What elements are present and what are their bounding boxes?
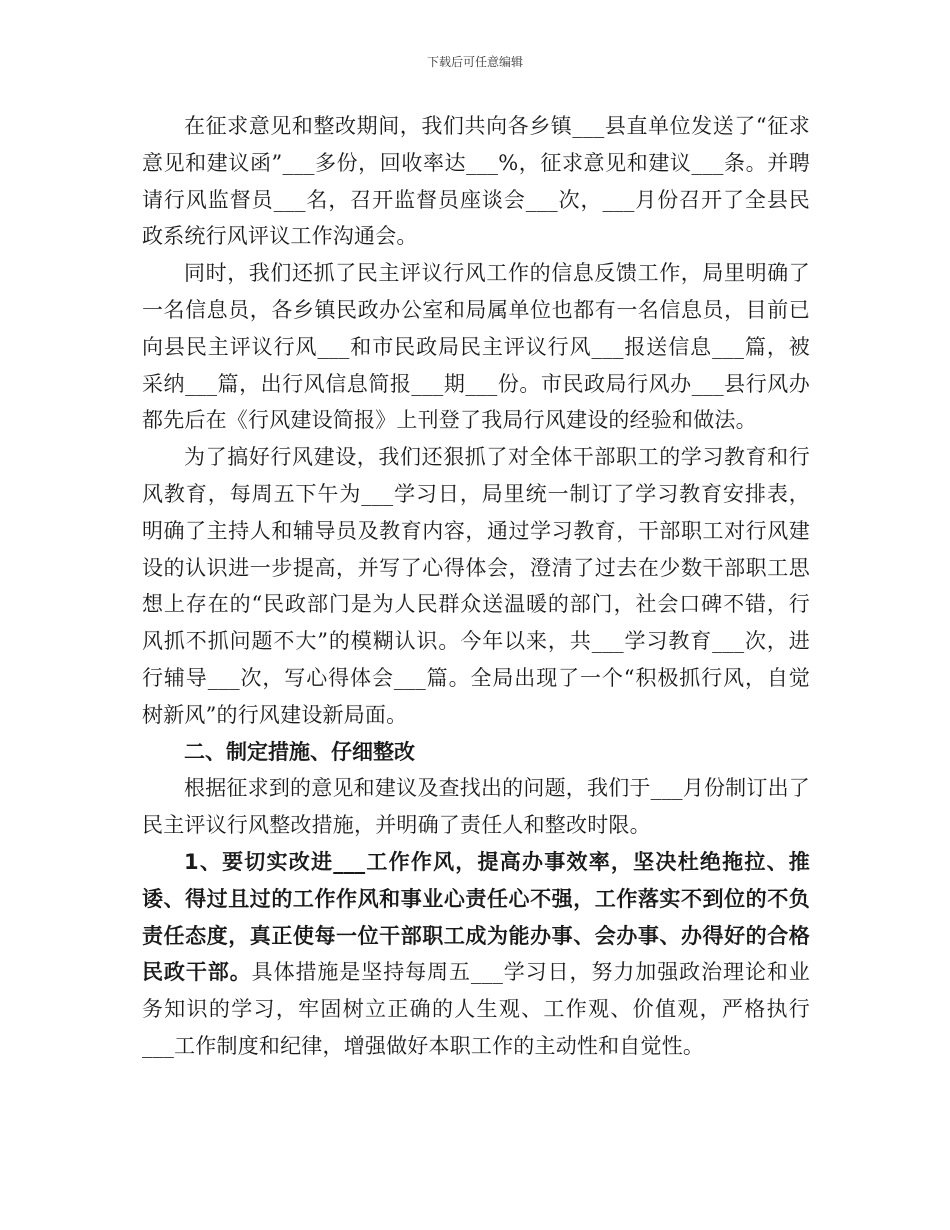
section-heading: 二、制定措施、仔细整改	[184, 739, 415, 764]
paragraph-1: 在征求意见和整改期间，我们共向各乡镇___县直单位发送了“征求意见和建议函”___多份，回收率达___%，征求意见和建议___条。并聘请行风监督员___名，召开监督员座谈会___次，___月份召开了全县民政系统行风评议工作沟通会。	[142, 114, 810, 249]
document-body	[142, 108, 810, 1065]
paragraph-3: 为了搞好行风建设，我们还狠抓了对全体干部职工的学习教育和行风教育，每周五下午为___学习日，局里统一制订了学习教育安排表，明确了主持人和辅导员及教育内容，通过学习教育，干部职工对行风建设的认识进一步提高，并写了心得体会，澄清了过去在少数干部职工思想上存在的“民政部门是为人民群众送温暖的部门，社会口碑不错，行风抓不抓问题不大”的模糊认识。今年以来，共___学习教育___次，进行辅导___次，写心得体会___篇。全局出现了一个“积极抓行风，自觉树新风”的行风建设新局面。	[142, 445, 810, 727]
page-header: 下载后可任意编辑	[426, 55, 523, 69]
list-item-1-normal: 具体措施是坚持每周五___学习日，努力加强政治理论和业务知识的学习，牢固树立正确的人生观、工作观、价值观，严格执行___工作制度和纪律，增强做好本职工作的主动性和自觉性。	[142, 960, 810, 1058]
paragraph-4: 根据征求到的意见和建议及查找出的问题，我们于___月份制订出了民主评议行风整改措施，并明确了责任人和整改时限。	[142, 776, 810, 838]
paragraph-2: 同时，我们还抓了民主评议行风工作的信息反馈工作，局里明确了一名信息员，各乡镇民政办公室和局属单位也都有一名信息员，目前已向县民主评议行风___和市民政局民主评议行风___报送信息___篇，被采纳___篇，出行风信息简报___期___份。市民政局行风办___县行风办都先后在《行风建设简报》上刊登了我局行风建设的经验和做法。	[142, 261, 810, 433]
list-item-1	[142, 844, 810, 1065]
list-item-1-bold: 1、要切实改进___工作作风，提高办事效率，坚决杜绝拖拉、推诿、得过且过的工作作风和事业心责任心不强，工作落实不到位的不负责任态度，真正使每一位干部职工成为能办事、会办事、办得好的合格民政干部。	[142, 849, 810, 985]
